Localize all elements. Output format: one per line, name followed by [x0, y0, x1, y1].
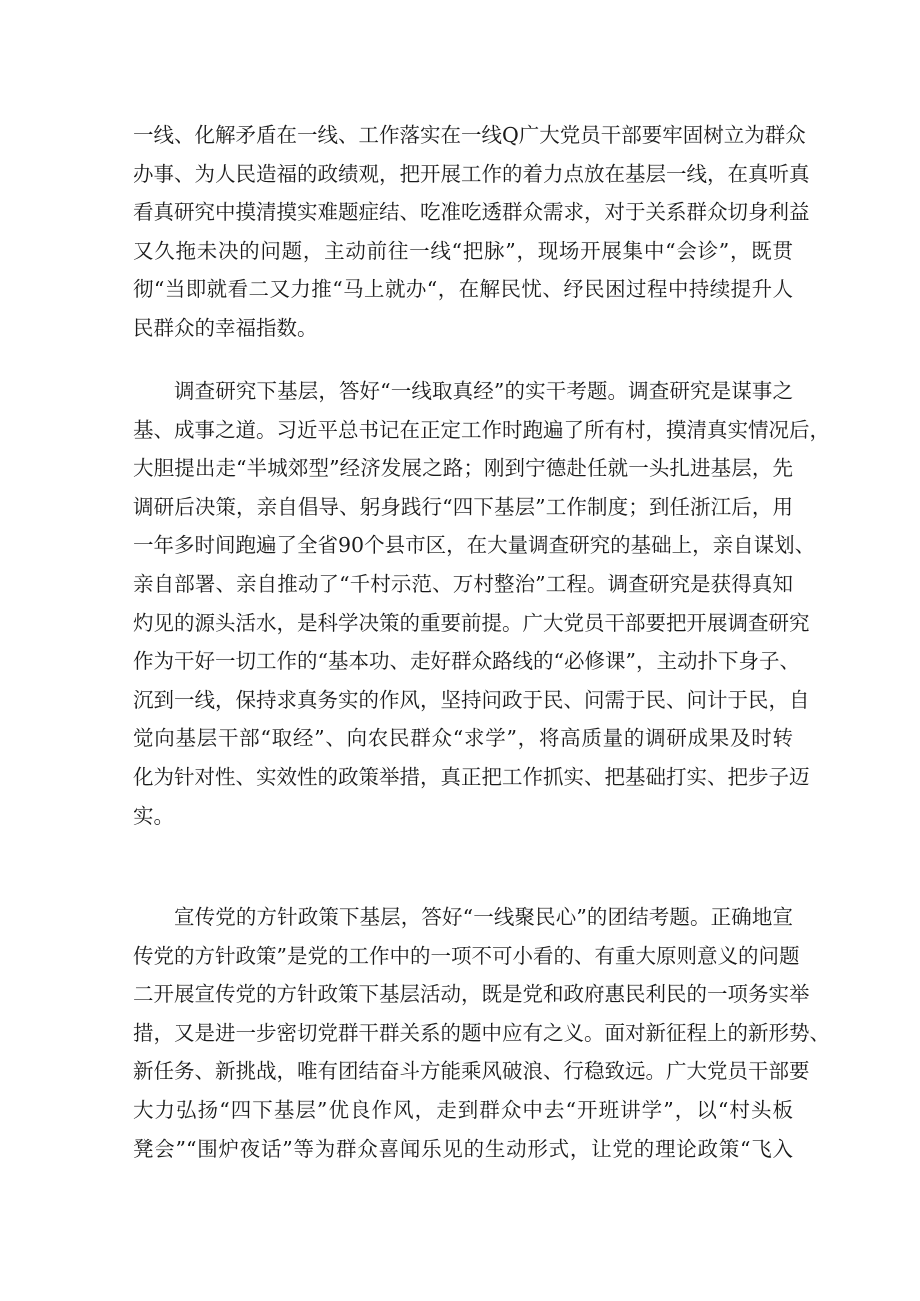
paragraph-line: 基、成事之道。习近平总书记在正定工作时跑遍了所有村，摸清真实情况后， [133, 417, 830, 442]
paragraph-line: 凳会”“围炉夜话”等为群众喜闻乐见的生动形式，让党的理论政策“飞入 [133, 1136, 793, 1161]
paragraph-line: 实。 [133, 803, 174, 828]
paragraph-line: 又久拖未决的问题，主动前往一线“把脉”，现场开展集中“会诊”，既贯 [133, 238, 793, 263]
paragraph-line: 彻“当即就看二又力推“马上就办“，在解民忧、纾民困过程中持续提升人 [133, 277, 793, 302]
paragraph-line: 大胆提出走“半城郊型”经济发展之路；刚到宁德赴任就一头扎进基层，先 [133, 456, 793, 481]
paragraph-line: 宣传党的方针政策下基层，答好“一线聚民心”的团结考题。正确地宣 [174, 905, 793, 929]
paragraph-line: 调查研究下基层，答好“一线取真经”的实干考题。调查研究是谋事之 [174, 379, 793, 403]
paragraph-line: 一线、化解矛盾在一线、工作落实在一线Q广大党员干部要牢固树立为群众 [133, 123, 806, 147]
paragraph-line: 沉到一线，保持求真务实的作风，坚持问政于民、问需于民、问计于民，自 [133, 687, 810, 712]
paragraph-3 [133, 898, 830, 1168]
paragraph-line: 措，又是进一步密切党群干群关系的题中应有之义。面对新征程上的新形势、 [133, 1020, 830, 1045]
paragraph-line: 传党的方针政策”是党的工作中的一项不可小看的、有重大原则意义的问题 [133, 943, 800, 968]
paragraph-2 [133, 372, 830, 835]
paragraph-line: 化为针对性、实效性的政策举措，真正把工作抓实、把基础打实、把步子迈 [133, 764, 810, 789]
paragraph-line: 新任务、新挑战，唯有团结奋斗方能乘风破浪、行稳致远。广大党员干部要 [133, 1059, 810, 1084]
paragraph-line: 觉向基层干部“取经”、向农民群众“求学”，将高质量的调研成果及时转 [133, 726, 793, 751]
paragraph-line: 作为干好一切工作的“基本功、走好群众路线的“必修课”，主动扑下身子、 [133, 649, 800, 674]
paragraph-line: 看真研究中摸清摸实难题症结、吃准吃透群众需求，对于关系群众切身利益 [133, 200, 810, 225]
paragraph-line: 亲自部署、亲自推动了“千村示范、万村整治”工程。调查研究是获得真知 [133, 571, 793, 596]
paragraph-line: 办事、为人民造福的政绩观，把开展工作的着力点放在基层一线，在真听真 [133, 161, 810, 186]
paragraph-line: 二开展宣传党的方针政策下基层活动，既是党和政府惠民利民的一项务实举 [133, 982, 810, 1007]
paragraph-line: 调研后决策，亲自倡导、躬身践行“四下基层”工作制度；到任浙江后，用 [133, 494, 793, 519]
paragraph-line: 大力弘扬“四下基层”优良作风，走到群众中去“开班讲学”，以“村头板 [133, 1097, 793, 1122]
paragraph-line: 民群众的幸福指数。 [133, 315, 318, 340]
paragraph-1 [133, 116, 810, 348]
paragraph-line: 一年多时间跑遍了全省90个县市区，在大量调查研究的基础上，亲自谋划、 [133, 533, 816, 558]
paragraph-line: 灼见的源头活水，是科学决策的重要前提。广大党员干部要把开展调查研究 [133, 610, 810, 635]
